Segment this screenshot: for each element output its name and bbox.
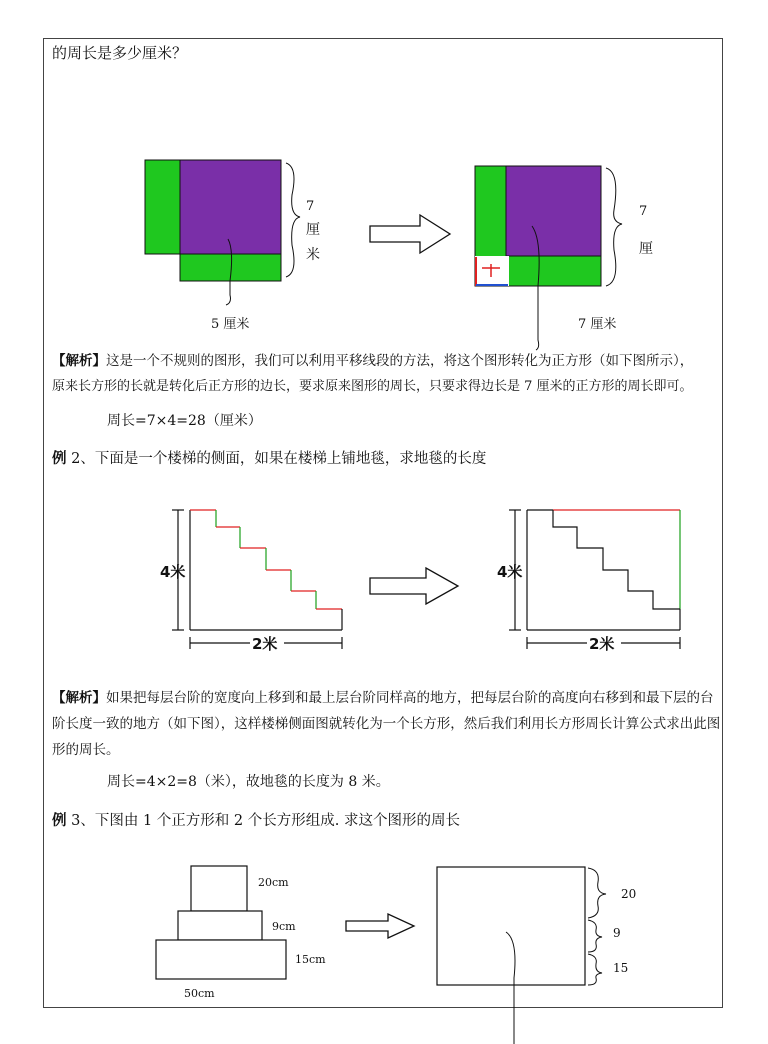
example2-title-text: 2、下面是一个楼梯的侧面，如果在楼梯上铺地毯，求地毯的长度	[66, 451, 487, 467]
arrow-right-icon-2	[368, 566, 464, 608]
example2-title	[52, 450, 486, 468]
green-rect-left	[145, 160, 183, 254]
brace-15	[588, 954, 602, 985]
top-square	[191, 866, 247, 911]
label-mi: 米	[306, 247, 320, 263]
arrow-right-icon	[368, 213, 458, 255]
white-corner	[475, 256, 509, 286]
green-rect-bottom-right	[506, 256, 601, 286]
label-7-right: 7	[639, 204, 648, 219]
staircase-right	[497, 505, 697, 655]
example1-figure-left	[140, 155, 380, 335]
purple-square-right	[506, 166, 601, 256]
stacked-shape-figure	[150, 860, 350, 1010]
example3-title-text: 3、下图由 1 个正方形和 2 个长方形组成. 求这个图形的周长	[66, 813, 460, 829]
intro-question: 的周长是多少厘米？	[52, 44, 188, 62]
purple-square	[180, 160, 281, 254]
height-4m: 4米	[160, 563, 186, 581]
example2-label: 例	[52, 450, 67, 467]
result-rectangle-figure	[430, 860, 660, 1044]
height-4m-right: 4米	[497, 563, 523, 581]
brace-7cm-right	[606, 168, 622, 286]
example3-title	[52, 812, 460, 830]
analysis-line1: 这是一个不规则的图形，我们可以利用平移线段的方法，将这个图形转化为正方形（如下图所示），	[106, 353, 694, 369]
result-rect	[437, 867, 585, 985]
analysis-line2: 原来长方形的长就是转化后正方形的边长，要求原来图形的周长，只要求得边长是 7 厘米的正方形的周长即可。	[52, 379, 693, 394]
label-li: 厘	[306, 222, 320, 238]
bottom-rect	[156, 940, 286, 979]
label-9cm: 9cm	[272, 920, 296, 933]
width-2m-right: 2米	[589, 635, 615, 653]
staircase-left	[160, 505, 360, 655]
arrow-right-icon-3	[344, 912, 420, 942]
label-15cm: 15cm	[295, 953, 326, 966]
label-50cm: 50cm	[184, 987, 215, 1000]
label-20: 20	[621, 887, 637, 901]
brace-7cm	[286, 163, 300, 277]
label-5cm: 5 厘米	[211, 317, 250, 332]
analysis2-text: 如果把每层台阶的宽度向上移到和最上层台阶同样高的地方，把每层台阶的高度向右移到和最下层的台阶长度一致的地方（如下图），这样楼梯侧面图就转化为一个长方形，然后我们利用长方形周长计算公式求出此图形的周长。	[52, 690, 721, 758]
label-9: 9	[613, 926, 621, 940]
width-2m: 2米	[252, 635, 278, 653]
label-7: 7	[306, 199, 315, 214]
example1-figure-right	[470, 160, 670, 350]
example2-formula: 周长=4×2=8（米），故地毯的长度为 8 米。	[107, 774, 390, 790]
label-15: 15	[613, 961, 629, 975]
brace-20	[588, 868, 606, 918]
brace-9	[588, 920, 602, 952]
label-7cm: 7 厘米	[578, 317, 617, 332]
example1-formula: 周长=7×4=28（厘米）	[107, 413, 262, 429]
example2-analysis	[52, 685, 722, 763]
example3-label: 例	[52, 812, 67, 829]
analysis2-head: 【解析】	[52, 690, 106, 706]
example1-analysis	[52, 348, 722, 400]
label-20cm: 20cm	[258, 876, 289, 889]
label-li-right: 厘	[639, 241, 653, 257]
analysis-head: 【解析】	[52, 353, 106, 369]
middle-rect	[178, 911, 262, 940]
